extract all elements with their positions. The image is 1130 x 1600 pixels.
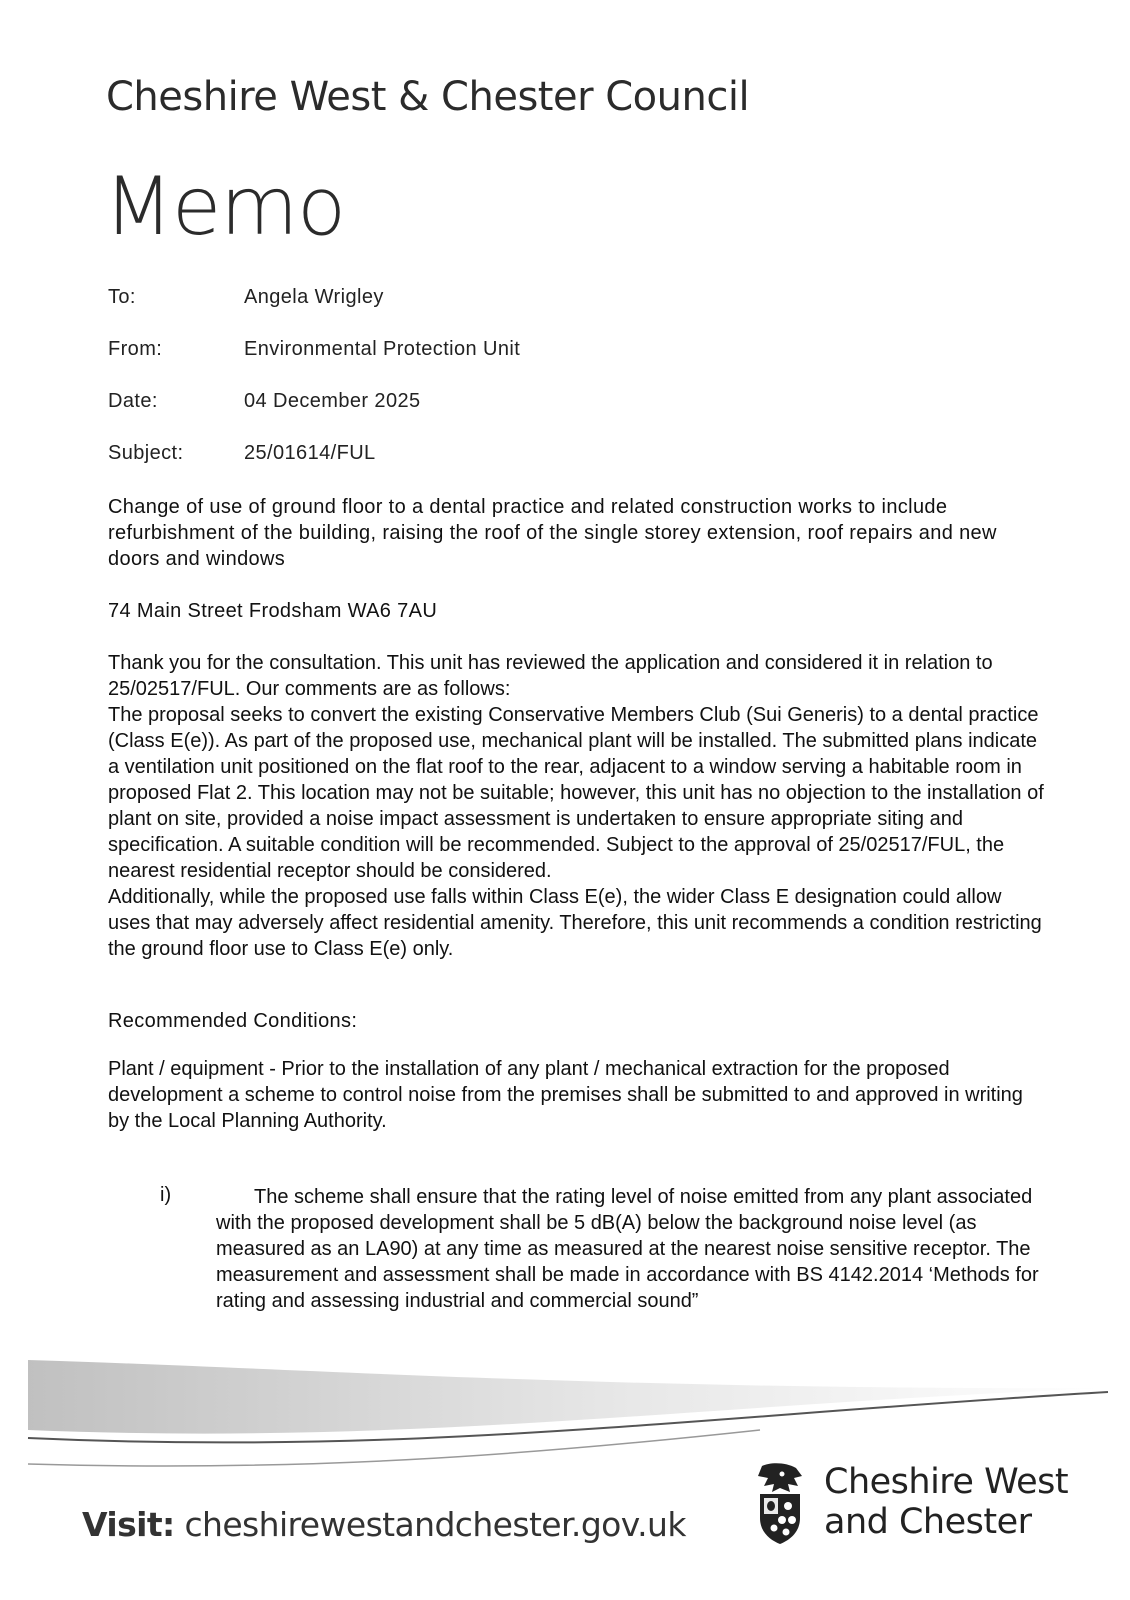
footer-visit — [82, 1505, 686, 1544]
website-url[interactable]: cheshirewestandchester.gov.uk — [184, 1505, 686, 1544]
condition-item-number: i) — [160, 1184, 172, 1206]
conditions-heading: Recommended Conditions: — [108, 1010, 358, 1032]
plant-condition: Plant / equipment - Prior to the installation of any plant / mechanical extraction for the proposed development a scheme to control noise from the premises shall be submitted to and approved in writing by the Local Planning Authority. — [108, 1058, 1023, 1132]
application-description: Change of use of ground floor to a dental practice and related construction works to include refurbishment of the building, raising the roof of the single storey extension, roof repairs and new doors and windows — [108, 496, 997, 570]
to-value: Angela Wrigley — [244, 286, 384, 308]
to-label: To: — [108, 286, 136, 308]
subject-value: 25/01614/FUL — [244, 442, 376, 464]
heraldic-crest-icon — [752, 1462, 808, 1544]
visit-label: Visit: — [82, 1505, 175, 1544]
date-value: 04 December 2025 — [244, 390, 421, 412]
logo-line-1: Cheshire West — [824, 1462, 1069, 1502]
logo-line-2: and Chester — [824, 1502, 1032, 1542]
memo-to-row — [108, 286, 384, 309]
memo-title: Memo — [104, 160, 346, 253]
memo-subject-row — [108, 442, 376, 465]
site-address: 74 Main Street Frodsham WA6 7AU — [108, 600, 438, 622]
memo-date-row — [108, 390, 421, 413]
from-label: From: — [108, 338, 163, 360]
condition-item-text: The scheme shall ensure that the rating level of noise emitted from any plant associated with the proposed development shall be 5 dB(A) below the background noise level (as measured as an LA90) at any time as measured at the nearest noise sensitive receptor. The measurement and assessment shall be made in accordance with BS 4142.2014 ‘Methods for rating and assessing industrial and commercial sound” — [216, 1186, 1039, 1312]
date-label: Date: — [108, 390, 158, 412]
organisation-title: Cheshire West & Chester Council — [106, 74, 750, 120]
memo-from-row — [108, 338, 520, 361]
class-e-paragraph: Additionally, while the proposed use falls within Class E(e), the wider Class E designation could allow uses that may adversely affect residential amenity. Therefore, this unit recommends a condition restricting the ground floor use to Class E(e) only. — [108, 886, 1042, 960]
council-logo-text — [824, 1462, 1068, 1542]
comments-block — [108, 650, 1048, 962]
subject-label: Subject: — [108, 442, 184, 464]
footer-swoosh — [0, 1360, 1130, 1470]
from-value: Environmental Protection Unit — [244, 338, 521, 360]
proposal-paragraph: The proposal seeks to convert the existing Conservative Members Club (Sui Generis) to a dental practice (Class E(e)). As part of the proposed use, mechanical plant will be installed. The submitted plans indicate a ventilation unit positioned on the flat roof to the rear, adjacent to a window serving a habitable room in proposed Flat 2. This location may not be suitable; however, this unit has no objection to the installation of plant on site, provided a noise impact assessment is undertaken to ensure appropriate siting and specification. A suitable condition will be recommended. Subject to the approval of 25/02517/FUL, the nearest residential receptor should be considered. — [108, 704, 1044, 882]
intro-paragraph: Thank you for the consultation. This unit has reviewed the application and considered it in relation to 25/02517/FUL. Our comments are as follows: — [108, 652, 993, 700]
